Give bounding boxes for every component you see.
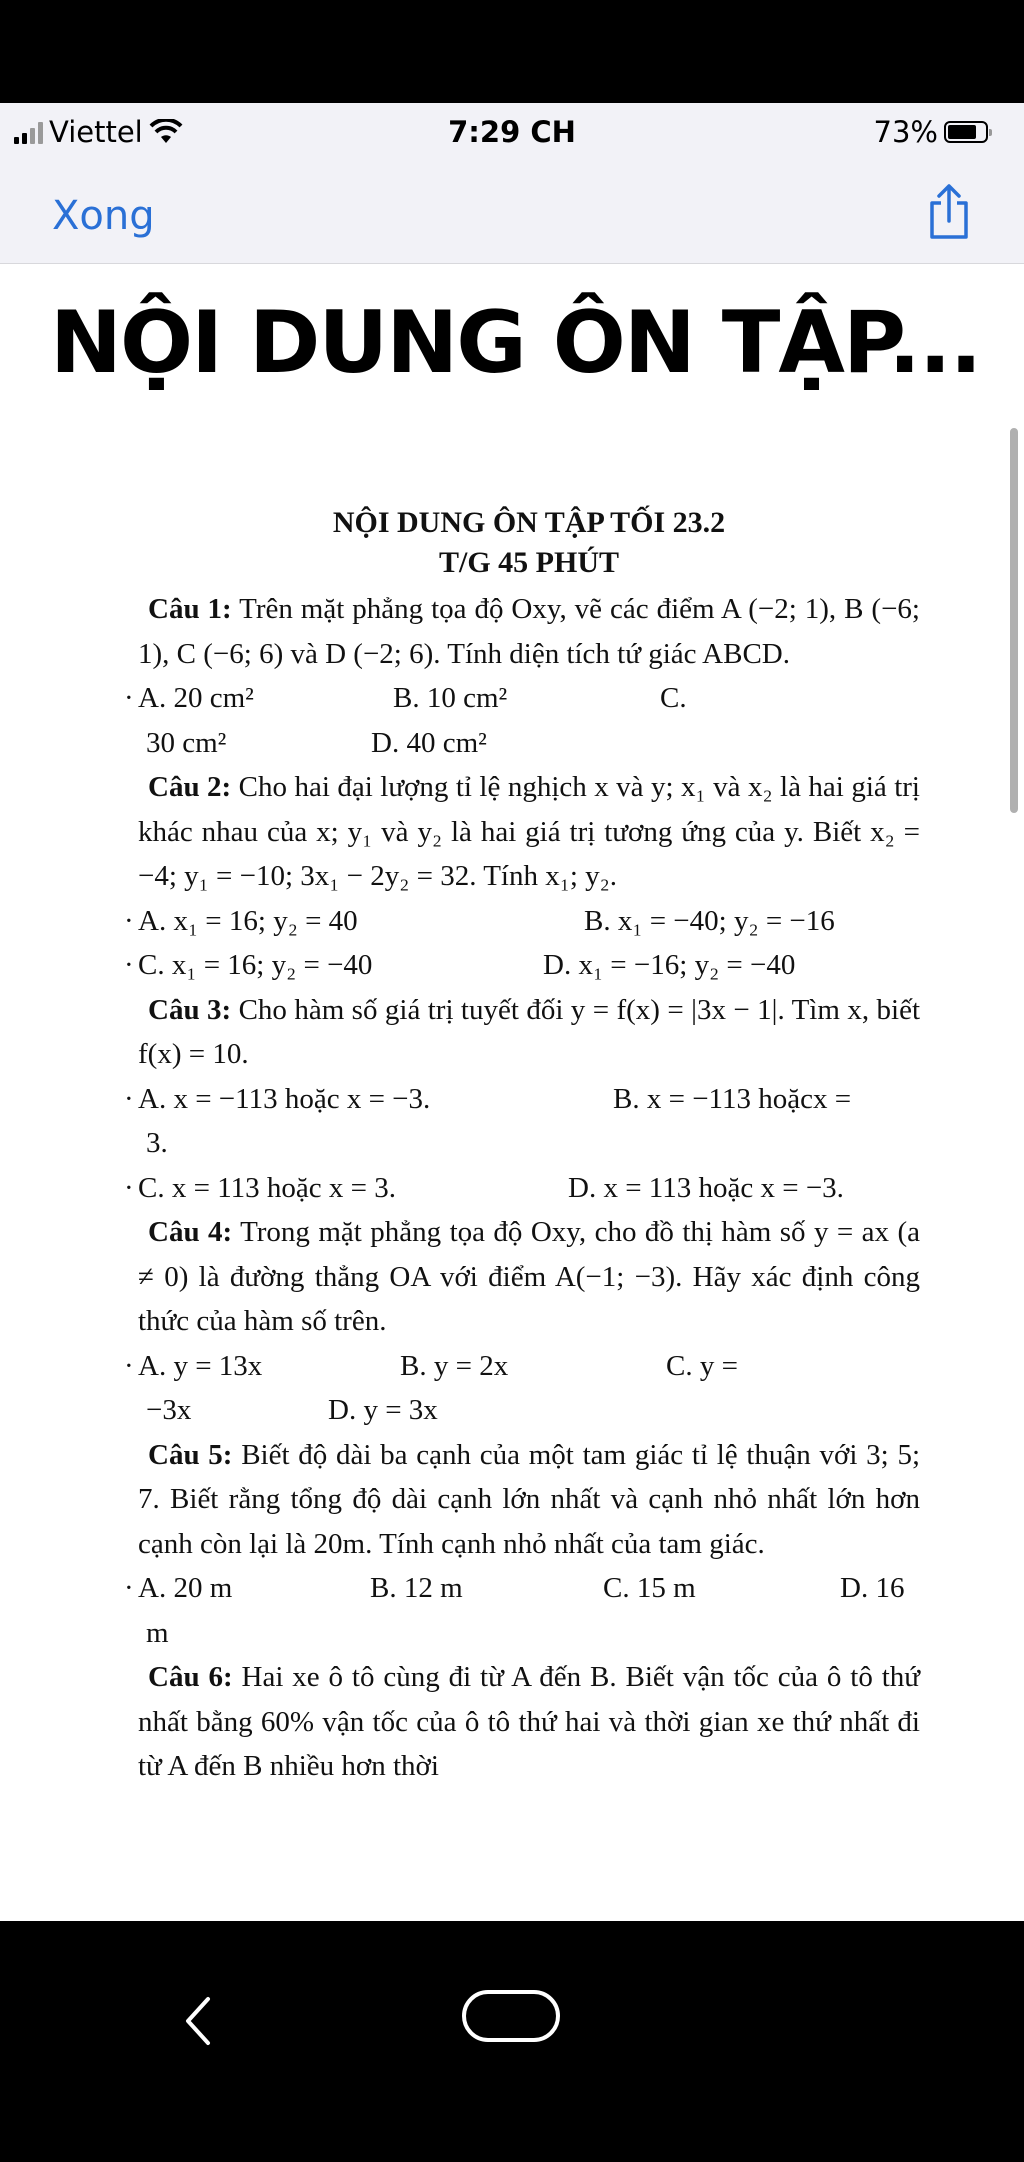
option-d: D. 16 <box>840 1572 905 1604</box>
question-5-options: · A. 20 m B. 12 m C. 15 m D. 16 <box>138 1566 920 1611</box>
option-a: A. y = 13x <box>138 1349 263 1382</box>
option-a: A. 20 m <box>138 1572 233 1604</box>
option-c: C. x₁ = 16; y₂ = −40 <box>138 949 373 981</box>
option-c: C. x = 113 hoặc x = 3. <box>138 1171 396 1204</box>
document-content: NỘI DUNG ÔN TẬP TỐI 23.2 T/G 45 PHÚT Câu 1: Trên mặt phẳng tọa độ Oxy, vẽ các điểm A (−2; 1), B (−6; 1), C (−6; 6) và D (−2; 6). Tính diện tích tứ giác ABCD. · A. 20 cm² B. 10 cm² C. 30 cm² D. 40 cm² Câu 2: Cho hai đại lượng tỉ lệ nghịch x và y; x₁ và x₂ là hai giá trị khác nhau của x; y₁ và y₂ là hai giá trị tương ứng của y. Biết x₂ = −4; y₁ = −10; 3x₁ − 2y₂ = 32. Tính x₁; y₂. · A. x₁ = 16; y₂ = 40 B. x₁ = −40; y₂ = −16 · C. x₁ = 16; y₂ = −40 D. x₁ = −16; y₂ = −40 Câu 3: Cho hàm số giá trị tuyết đối y = f(x) = |3x − 1|. Tìm x, biết f(x) = 10. · A. x = −113 hoặc x = −3. B. x = −113 hoặcx = 3. · C. x = 113 hoặc x = 3. D. x = 113 hoặc x = −3. Câu 4: Trong mặt phẳng tọa độ Oxy, cho đồ thị hàm số y = ax (a ≠ 0) là đường thẳng OA với điểm A(−1; −3). Hãy xác định công thức của hàm số trên. · A. y = 13x B. y = 2x C. y = −3x D. y = 3x Câu 5: Biết độ dài ba cạnh của một tam giác tỉ lệ thuận với 3; 5; 7. Biết rằng tổng độ dài cạnh lớn nhất và cạnh nhỏ nhất lớn hơn cạnh còn lại là 20m. Tính cạnh nhỏ nhất của tam giác. · A. 20 m B. 12 m C. 15 m D. 16 m Câu 6: Hai xe ô tô cùng đi từ A đến B. Biết vận tốc của ô tô thứ nhất bằng 60% vận tốc của ô tô thứ hai và thời gian xe thứ nhất đi từ A đến B nhiều hơn thời <box>138 503 920 1789</box>
status-bar <box>0 103 1024 161</box>
option-b: B. x₁ = −40; y₂ = −16 <box>584 904 835 937</box>
question-2: Câu 2: Cho hai đại lượng tỉ lệ nghịch x và y; x₁ và x₂ là hai giá trị khác nhau của x; y₁ và y₂ là hai giá trị tương ứng của y. Biết x₂ = −4; y₁ = −10; 3x₁ − 2y₂ = 32. Tính x₁; y₂. <box>138 771 920 892</box>
question-1-options: · A. 20 cm² B. 10 cm² C. <box>138 676 920 721</box>
question-2-options: · A. x₁ = 16; y₂ = 40 B. x₁ = −40; y₂ = −16 <box>138 899 920 944</box>
option-d: D. 40 cm² <box>371 726 487 759</box>
option-a: A. 20 cm² <box>138 682 254 714</box>
clock: 7:29 CH <box>448 115 576 149</box>
option-c: C. y = <box>666 1349 738 1382</box>
question-3: Câu 3: Cho hàm số giá trị tuyết đối y = f(x) = |3x − 1|. Tìm x, biết f(x) = 10. <box>138 993 920 1070</box>
option-c: C. <box>660 682 687 714</box>
option-a: A. x = −113 hoặc x = −3. <box>138 1082 431 1115</box>
question-6: Câu 6: Hai xe ô tô cùng đi từ A đến B. Biết vận tốc của ô tô thứ nhất bằng 60% vận tốc của ô tô thứ hai và thời gian xe thứ nhất đi từ A đến B nhiều hơn thời <box>138 1661 920 1782</box>
option-a: A. x₁ = 16; y₂ = 40 <box>138 904 358 937</box>
status-right <box>874 115 988 149</box>
home-button[interactable] <box>462 1990 560 2042</box>
option-b: B. y = 2x <box>400 1349 509 1382</box>
doc-subtitle: T/G 45 PHÚT <box>438 546 619 579</box>
battery-percent: 73% <box>873 115 938 149</box>
option-b: B. 10 cm² <box>393 682 508 714</box>
doc-title: NỘI DUNG ÔN TẬP TỐI 23.2 <box>332 506 726 539</box>
carrier-label: Viettel <box>49 115 143 149</box>
app-screen <box>0 103 1024 1921</box>
page-title: NỘI DUNG ÔN TẬP... <box>50 293 981 393</box>
option-d: D. x₁ = −16; y₂ = −40 <box>543 949 796 981</box>
question-4: Câu 4: Trong mặt phẳng tọa độ Oxy, cho đồ thị hàm số y = ax (a ≠ 0) là đường thẳng OA với điểm A(−1; −3). Hãy xác định công thức của hàm số trên. <box>138 1216 920 1337</box>
navigation-bar <box>0 161 1024 264</box>
question-5: Câu 5: Biết độ dài ba cạnh của một tam giác tỉ lệ thuận với 3; 5; 7. Biết rằng tổng độ dài cạnh lớn nhất và cạnh nhỏ nhất lớn hơn cạnh còn lại là 20m. Tính cạnh nhỏ nhất của tam giác. <box>138 1438 921 1560</box>
option-b: B. x = −113 hoặcx = <box>613 1082 852 1115</box>
back-icon[interactable] <box>178 1993 218 2049</box>
option-d: D. y = 3x <box>328 1394 438 1426</box>
question-3-options: · A. x = −113 hoặc x = −3. B. x = −113 hoặcx = <box>138 1077 920 1122</box>
option-c-cont: −3x <box>146 1394 192 1426</box>
done-button[interactable]: Xong <box>52 193 155 239</box>
battery-icon <box>944 121 988 143</box>
option-d-cont: m <box>146 1616 169 1649</box>
option-b-cont: 3. <box>146 1127 168 1159</box>
question-1: Câu 1: Trên mặt phẳng tọa độ Oxy, vẽ các điểm A (−2; 1), B (−6; 1), C (−6; 6) và D (−2; 6). Tính diện tích tứ giác ABCD. <box>138 593 920 670</box>
option-d: D. x = 113 hoặc x = −3. <box>568 1171 844 1204</box>
scrollbar[interactable] <box>1010 428 1018 813</box>
option-b: B. 12 m <box>370 1572 463 1604</box>
share-icon[interactable] <box>924 183 974 241</box>
option-c: C. 15 m <box>603 1572 696 1604</box>
question-4-options: · A. y = 13x B. y = 2x C. y = <box>138 1344 920 1389</box>
option-c-cont: 30 cm² <box>146 726 227 759</box>
